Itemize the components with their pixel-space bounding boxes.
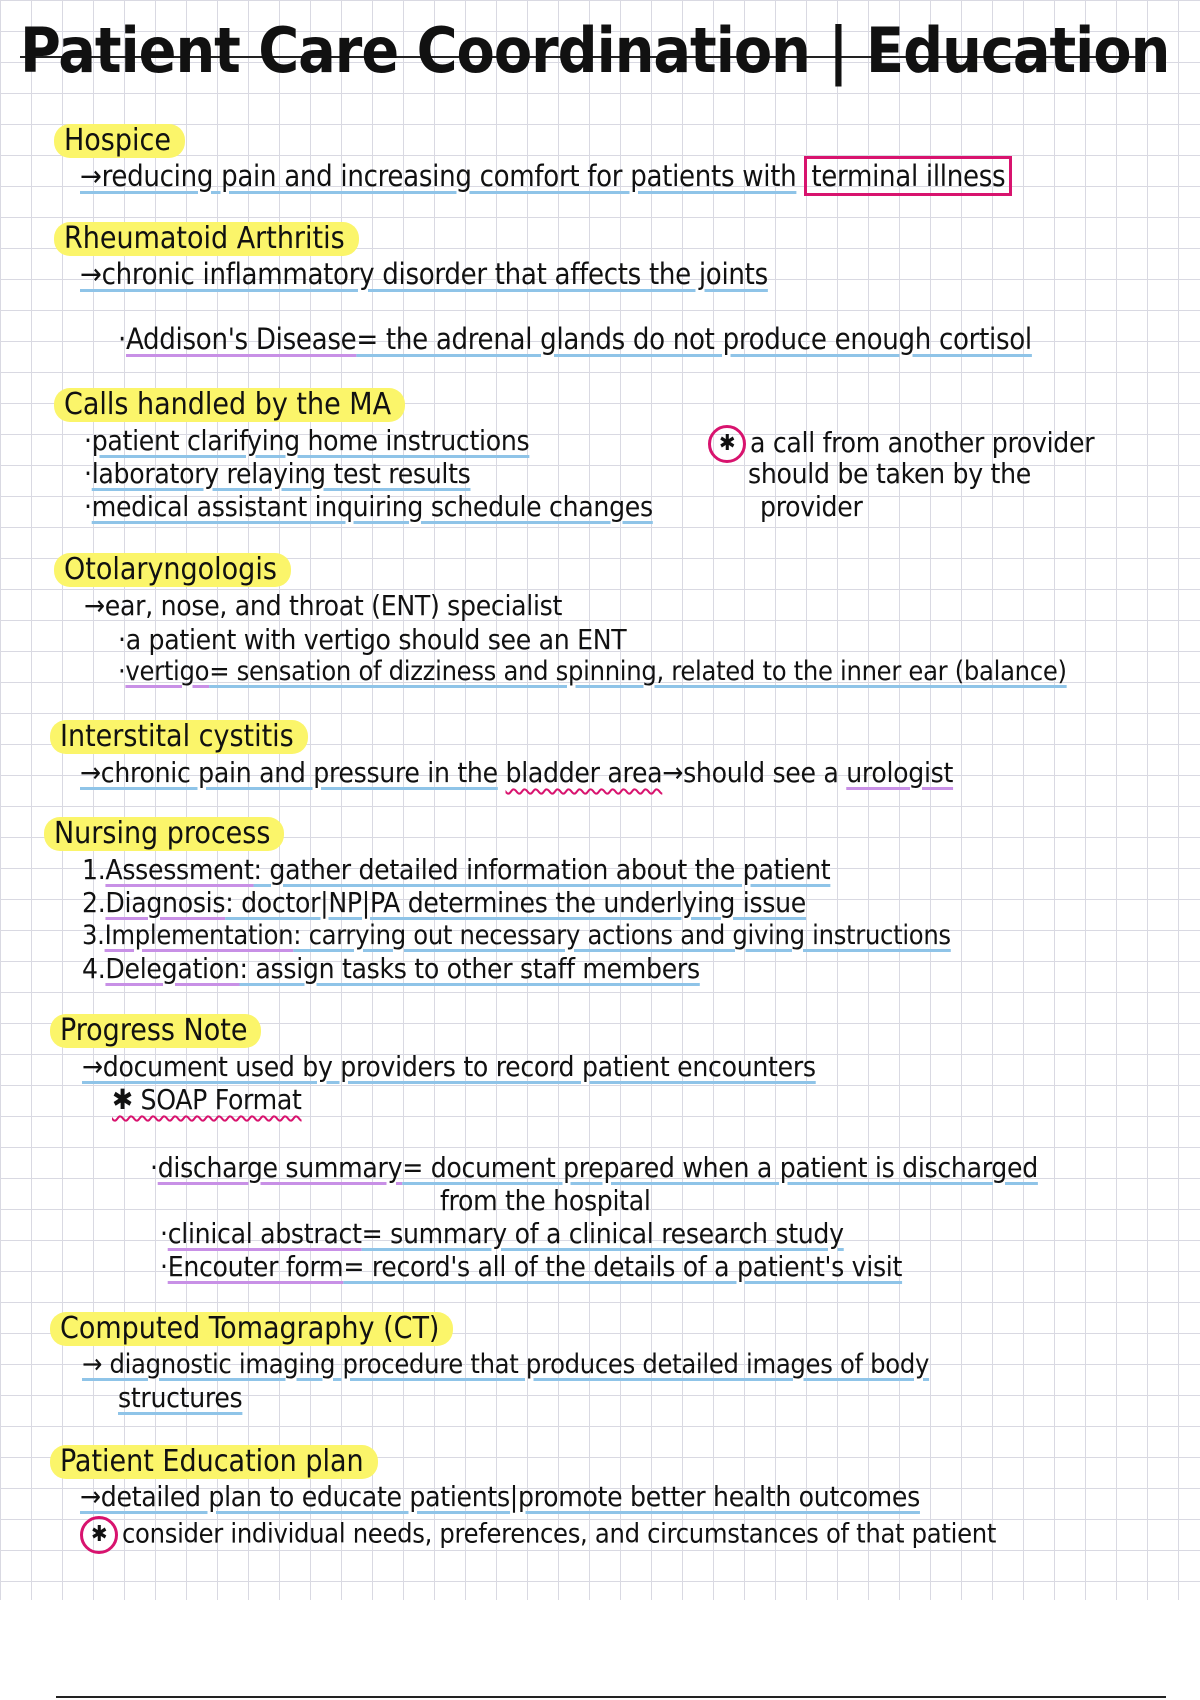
heading-interstitial-cystitis: Interstital cystitis (50, 720, 308, 754)
nursing-step-term: Delegation (105, 952, 240, 985)
encounter-form-line (160, 1251, 902, 1283)
heading-progress-note: Progress Note (50, 1014, 261, 1048)
clinical-abstract-definition: = summary of a clinical research study (361, 1217, 844, 1250)
ct-definition (82, 1349, 929, 1381)
heading-calls-handled: Calls handled by the MA (54, 388, 405, 422)
encounter-bullet: · (160, 1250, 168, 1283)
nursing-step-def: : gather detailed information about the patient (253, 853, 831, 886)
nursing-step-term: Implementation (104, 920, 294, 951)
star-circle-icon: ✱ (80, 1516, 118, 1554)
addison-definition: = the adrenal glands do not produce enough cortisol (356, 322, 1032, 356)
addison-line (118, 323, 1032, 355)
vertigo-definition: = sensation of dizziness and spinning, related to the inner ear (balance) (209, 656, 1067, 687)
pep-definition-text: →detailed plan to educate patients|promote better health outcomes (80, 1480, 920, 1513)
page-title: Patient Care Coordination | Education (20, 14, 1170, 87)
encounter-form-term: Encouter form (167, 1250, 344, 1283)
ic-definition (80, 757, 953, 789)
soap-format-note (112, 1084, 302, 1116)
bottom-rule (56, 1696, 1166, 1698)
ent-vertigo-note-text: a patient with vertigo should see an ENT (125, 623, 627, 656)
nursing-step-num: 1. (82, 853, 106, 886)
calls-item-bullet: · (84, 457, 92, 490)
star-circle-icon: ✱ (708, 425, 746, 463)
vertigo-term: vertigo (125, 656, 210, 687)
ra-definition-text: →chronic inflammatory disorder that affects the joints (80, 257, 768, 291)
nursing-step-num: 4. (82, 952, 106, 985)
calls-note-line-3: provider (760, 490, 863, 523)
nursing-step-def: : assign tasks to other staff members (239, 952, 700, 985)
nursing-step-term: Diagnosis (105, 886, 226, 919)
vertigo-definition-line (118, 656, 1067, 688)
nursing-step-1 (82, 854, 830, 886)
nursing-step-num: 2. (82, 886, 106, 919)
ent-bullet: · (118, 623, 126, 656)
heading-patient-education-plan: Patient Education plan (50, 1445, 378, 1479)
ic-definition-text: →chronic pain and pressure in the (80, 756, 498, 789)
heading-hospice: Hospice (54, 124, 185, 158)
discharge-summary-definition: = document prepared when a patient is discharged (402, 1151, 1038, 1184)
discharge-bullet: · (150, 1151, 158, 1184)
discharge-summary-continued: from the hospital (440, 1184, 651, 1217)
vertigo-bullet: · (118, 656, 126, 687)
nursing-step-num: 3. (82, 920, 105, 951)
heading-rheumatoid-arthritis: Rheumatoid Arthritis (54, 222, 359, 256)
nursing-step-3 (82, 920, 951, 952)
discharge-summary-line (150, 1152, 1038, 1184)
pep-definition (80, 1481, 920, 1513)
bladder-area-wavy: bladder area (505, 756, 663, 789)
terminal-illness-boxed: terminal illness (804, 156, 1012, 196)
hospice-definition (80, 160, 1012, 192)
heading-otolaryngologis: Otolaryngologis (54, 553, 291, 587)
ent-definition: →ear, nose, and throat (ENT) specialist (84, 589, 563, 622)
urologist-term: urologist (846, 756, 954, 789)
nursing-step-def: : carrying out necessary actions and giving instructions (293, 920, 951, 951)
calls-note-text: a call from another provider (750, 426, 1095, 459)
ent-vertigo-note (118, 624, 626, 656)
calls-item-text: medical assistant inquiring schedule changes (91, 490, 653, 523)
calls-item-1 (84, 425, 529, 457)
calls-item-text: patient clarifying home instructions (91, 424, 530, 457)
encounter-form-definition: = record's all of the details of a patient's visit (343, 1250, 903, 1283)
abstract-bullet: · (160, 1217, 168, 1250)
discharge-summary-term: discharge summary (157, 1151, 403, 1184)
calls-item-2 (84, 458, 471, 490)
clinical-abstract-term: clinical abstract (167, 1217, 362, 1250)
calls-item-bullet: · (84, 490, 92, 523)
hospice-definition-text: →reducing pain and increasing comfort for patients with (80, 159, 797, 193)
addison-bullet: · (118, 322, 126, 356)
calls-item-text: laboratory relaying test results (91, 457, 471, 490)
ra-definition (80, 258, 768, 290)
progress-note-definition-text: →document used by providers to record patient encounters (82, 1050, 816, 1083)
calls-item-bullet: · (84, 424, 92, 457)
nursing-step-4 (82, 953, 700, 985)
ct-definition-text: → diagnostic imaging procedure that produces detailed images of body (82, 1349, 930, 1380)
clinical-abstract-line (160, 1218, 844, 1250)
calls-item-3 (84, 491, 653, 523)
pep-consider-text: consider individual needs, preferences, and circumstances of that patient (122, 1518, 997, 1550)
ic-referral-text: →should see a (662, 756, 839, 789)
addison-term: Addison's Disease (125, 322, 357, 356)
nursing-step-def: : doctor|NP|PA determines the underlying issue (225, 886, 806, 919)
heading-nursing-process: Nursing process (44, 817, 284, 851)
ct-definition-continued (118, 1382, 242, 1414)
nursing-step-term: Assessment (105, 853, 254, 886)
ct-definition-continued-text: structures (118, 1381, 243, 1414)
soap-format-text: ✱ SOAP Format (112, 1083, 302, 1116)
progress-note-definition (82, 1051, 816, 1083)
heading-computed-tomography: Computed Tomagraphy (CT) (50, 1312, 453, 1346)
pep-consider-note (80, 1516, 996, 1554)
nursing-step-2 (82, 887, 806, 919)
calls-note-line-2: should be taken by the (748, 457, 1031, 490)
